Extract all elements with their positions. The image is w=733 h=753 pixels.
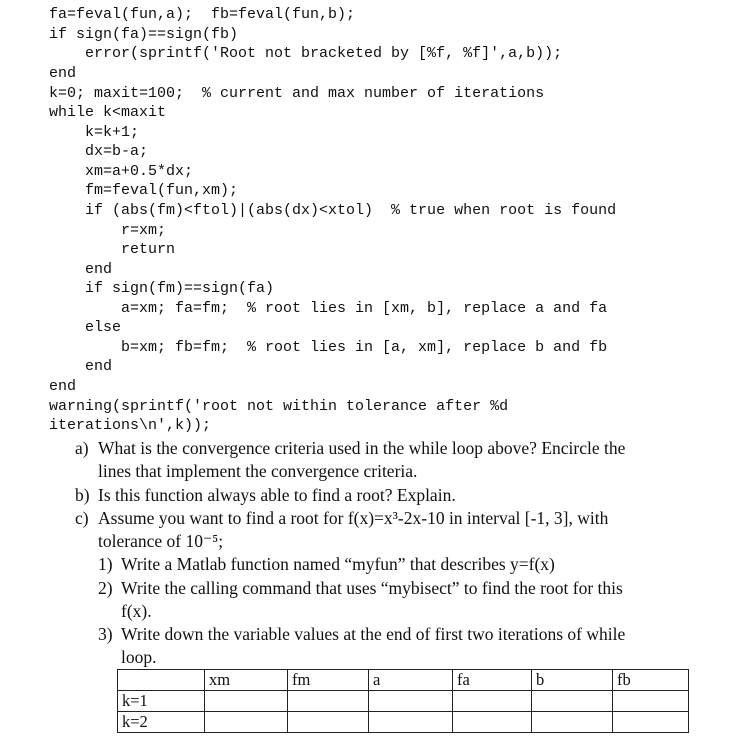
code-line: end: [49, 358, 113, 375]
table-cell[interactable]: [613, 712, 689, 733]
table-header-cell: fm: [288, 670, 369, 691]
subquestion-label: 1): [98, 554, 113, 574]
table-cell[interactable]: [369, 712, 453, 733]
code-line: end: [49, 65, 77, 82]
code-line: else: [49, 319, 122, 336]
code-line: end: [49, 261, 113, 278]
table-row: [118, 691, 689, 712]
code-line: end: [49, 378, 77, 395]
code-line: return: [49, 241, 176, 258]
table-cell[interactable]: [613, 691, 689, 712]
table-cell: k=2: [118, 712, 205, 733]
code-line: fa=feval(fun,a); fb=feval(fun,b);: [49, 6, 356, 23]
code-line: if (abs(fm)<ftol)|(abs(dx)<xtol) % true when root is found: [49, 202, 617, 219]
code-line: while k<maxit: [49, 104, 167, 121]
table-cell[interactable]: [288, 691, 369, 712]
table-cell[interactable]: [453, 691, 532, 712]
table-cell[interactable]: [532, 712, 613, 733]
code-line: a=xm; fa=fm; % root lies in [xm, b], replace a and fa: [49, 300, 608, 317]
table-cell: k=1: [118, 691, 205, 712]
table-cell[interactable]: [288, 712, 369, 733]
code-line: dx=b-a;: [49, 143, 149, 160]
table-cell[interactable]: [453, 712, 532, 733]
table-header-cell: fa: [453, 670, 532, 691]
subquestion-text: Write the calling command that uses “mybisect” to find the root for this: [121, 578, 623, 598]
code-line: fm=feval(fun,xm);: [49, 182, 239, 199]
table-cell[interactable]: [369, 691, 453, 712]
question-text: Assume you want to find a root for f(x)=x³-2x-10 in interval [-1, 3], with: [98, 508, 609, 528]
code-line: k=0; maxit=100; % current and max number of iterations: [49, 85, 545, 102]
code-line: if sign(fm)==sign(fa): [49, 280, 275, 297]
subquestion-text: Write down the variable values at the end of first two iterations of while: [121, 624, 626, 644]
subquestion-text: Write a Matlab function named “myfun” that describes y=f(x): [121, 554, 555, 574]
code-line: r=xm;: [49, 222, 167, 239]
code-line: warning(sprintf('root not within tolerance after %d: [49, 398, 509, 415]
question-label: b): [75, 485, 90, 505]
question-text: lines that implement the convergence criteria.: [98, 461, 418, 481]
table-cell[interactable]: [532, 691, 613, 712]
question-text: What is the convergence criteria used in the while loop above? Encircle the: [98, 438, 626, 458]
code-line: error(sprintf('Root not bracketed by [%f, %f]',a,b));: [49, 45, 563, 62]
table-cell[interactable]: [205, 691, 288, 712]
table-row: [118, 712, 689, 733]
code-line: if sign(fa)==sign(fb): [49, 26, 239, 43]
code-line: b=xm; fb=fm; % root lies in [a, xm], replace b and fb: [49, 339, 608, 356]
subquestion-text: f(x).: [121, 601, 152, 621]
table-cell[interactable]: [205, 712, 288, 733]
question-label: a): [75, 438, 89, 458]
code-line: k=k+1;: [49, 124, 140, 141]
code-line: xm=a+0.5*dx;: [49, 163, 194, 180]
subquestion-label: 2): [98, 578, 113, 598]
subquestion-text: loop.: [121, 647, 157, 667]
table-header-cell: [118, 670, 205, 691]
table-header-row: [118, 670, 689, 691]
table-header-cell: b: [532, 670, 613, 691]
question-text: tolerance of 10⁻⁵;: [98, 531, 224, 551]
question-label: c): [75, 508, 89, 528]
question-text: Is this function always able to find a root? Explain.: [98, 485, 456, 505]
table-header-cell: a: [369, 670, 453, 691]
code-line: iterations\n',k));: [49, 417, 212, 434]
table-header-cell: fb: [613, 670, 689, 691]
subquestion-label: 3): [98, 624, 113, 644]
iteration-table: [117, 669, 689, 733]
table-header-cell: xm: [205, 670, 288, 691]
